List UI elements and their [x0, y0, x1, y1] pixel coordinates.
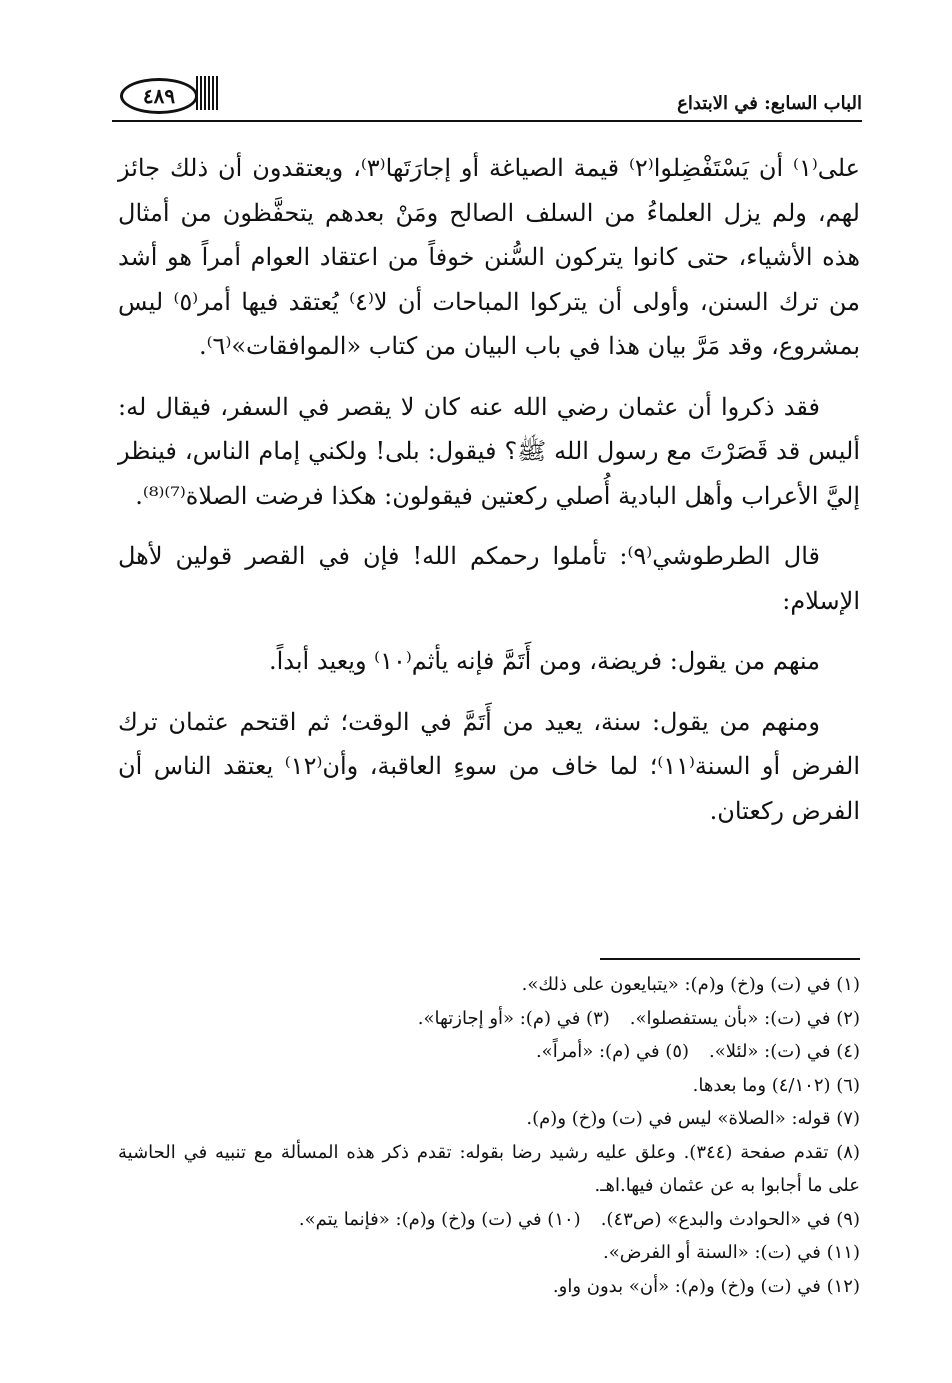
footnote-11: (١١) في (ت): «السنة أو الفرض».	[602, 1242, 860, 1263]
decorative-bars	[196, 76, 220, 110]
paragraph-4: منهم من يقول: فريضة، ومن أَتَمَّ فإنه يأثم⁽١٠⁾ ويعيد أبداً.	[268, 647, 820, 675]
page-number-badge	[112, 74, 222, 112]
page-number: ٤٨٩	[120, 78, 198, 114]
paragraph-1: على⁽١⁾ أن يَسْتَفْضِلوا⁽٢⁾ قيمة الصياغة أو إجارَتَها⁽٣⁾، ويعتقدون أن ذلك جائز لهم، ولم يزل العلماءُ من السلف الصالح ومَنْ بعدهم يتحفَّظون من أمثال هذه الأشياء، حتى كانوا يتركون السُّنن خوفاً من اعتقاد العوام أمراً هو أشد من ترك السنن، وأولى أن يتركوا المباحات أن لا⁽٤⁾ يُعتقد فيها أمر⁽٥⁾ ليس بمشروع، وقد مَرَّ بيان هذا في باب البيان من كتاب «الموافقات»⁽٦⁾.	[118, 154, 860, 360]
main-text	[118, 146, 860, 833]
footnote-6: (٦) (٤/١٠٢) وما بعدها.	[692, 1074, 860, 1096]
paragraph-3: قال الطرطوشي⁽٩⁾: تأملوا رحمكم الله! فإن في القصر قولين لأهل الإسلام:	[118, 542, 860, 615]
footnote-5: (٥) في (م): «أمراً».	[535, 1041, 690, 1062]
footnote-12: (١٢) في (ت) و(خ) و(م): «أن» بدون واو.	[552, 1275, 860, 1297]
running-header	[112, 66, 862, 130]
footnote-1: (١) في (ت) و(خ) و(م): «يتبايعون على ذلك».	[521, 974, 860, 995]
footnote-2: (٢) في (ت): «بأن يستفصلوا».	[629, 1007, 860, 1029]
chapter-title: الباب السابع: في الابتداع	[677, 93, 862, 114]
header-rule	[112, 120, 862, 122]
footnote-separator	[600, 958, 860, 960]
footnote-10: (١٠) في (ت) و(خ) و(م): «فإنما يتم».	[298, 1208, 581, 1230]
footnotes	[118, 968, 860, 1303]
paragraph-5: ومنهم من يقول: سنة، يعيد من أَتَمَّ في الوقت؛ ثم اقتحم عثمان ترك الفرض أو السنة⁽١١⁾؛ لما خاف من سوءِ العاقبة، وأن⁽١٢⁾ يعتقد الناس أن الفرض ركعتان.	[118, 707, 860, 825]
footnote-3: (٣) في (م): «أو إجازتها».	[417, 1007, 610, 1029]
footnote-8: (٨) تقدم صفحة (٣٤٤). وعلق عليه رشيد رضا بقوله: تقدم ذكر هذه المسألة مع تنبيه في الحاشية على ما أجابوا به عن عثمان فيها.اهـ.	[118, 1141, 860, 1196]
footnote-7: (٧) قوله: «الصلاة» ليس في (ت) و(خ) و(م).	[526, 1108, 860, 1129]
footnote-9: (٩) في «الحوادث والبدع» (ص٤٣).	[600, 1208, 860, 1230]
paragraph-2: فقد ذكروا أن عثمان رضي الله عنه كان لا يقصر في السفر، فيقال له: أليس قد قَصَرْتَ مع رسول الله ﷺ؟ فيقول: بلى! ولكني إمام الناس، فينظر إليَّ الأعراب وأهل البادية أُصلي ركعتين فيقولون: هكذا فرضت الصلاة⁽⁷⁾⁽⁸⁾.	[118, 392, 860, 510]
footnote-4: (٤) في (ت): «لئلا».	[709, 1041, 860, 1062]
